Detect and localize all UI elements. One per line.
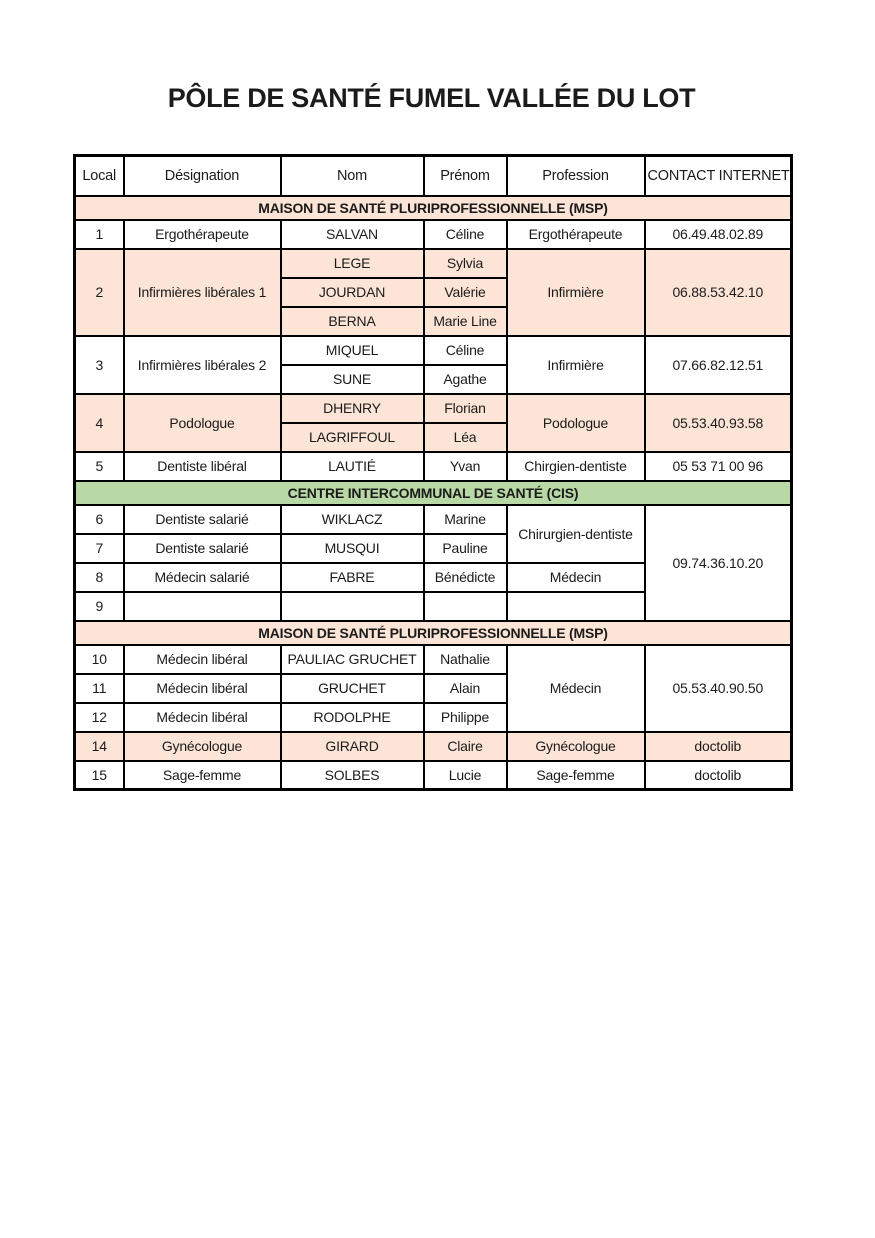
cell-nom: SUNE <box>281 365 424 394</box>
cell-prenom: Pauline <box>424 534 507 563</box>
column-header-designation: Désignation <box>124 156 281 196</box>
cell-local: 14 <box>75 732 124 761</box>
table-row <box>75 249 792 278</box>
section-header-label: CENTRE INTERCOMMUNAL DE SANTÉ (CIS) <box>75 481 792 505</box>
table-row <box>75 505 792 534</box>
section-header-row <box>75 621 792 645</box>
table-row <box>75 761 792 790</box>
cell-profession: Chirurgien-dentiste <box>507 505 645 563</box>
cell-local: 7 <box>75 534 124 563</box>
cell-nom: GRUCHET <box>281 674 424 703</box>
cell-contact: 07.66.82.12.51 <box>645 336 792 394</box>
cell-local: 6 <box>75 505 124 534</box>
cell-nom: LAGRIFFOUL <box>281 423 424 452</box>
directory-table <box>73 154 793 791</box>
header-row <box>75 156 792 196</box>
cell-contact: 06.88.53.42.10 <box>645 249 792 336</box>
cell-prenom <box>424 592 507 621</box>
cell-prenom: Sylvia <box>424 249 507 278</box>
directory-table-header <box>75 156 792 196</box>
cell-profession: Infirmière <box>507 336 645 394</box>
cell-nom: BERNA <box>281 307 424 336</box>
column-header-contact-internet: CONTACT INTERNET <box>645 156 792 196</box>
cell-designation: Sage-femme <box>124 761 281 790</box>
cell-designation: Podologue <box>124 394 281 452</box>
section-header-row <box>75 196 792 220</box>
cell-contact: 05.53.40.93.58 <box>645 394 792 452</box>
cell-prenom: Yvan <box>424 452 507 481</box>
cell-profession: Médecin <box>507 645 645 732</box>
cell-profession: Infirmière <box>507 249 645 336</box>
cell-designation: Dentiste salarié <box>124 534 281 563</box>
cell-designation: Médecin libéral <box>124 674 281 703</box>
cell-profession: Chirgien-dentiste <box>507 452 645 481</box>
column-header-prenom: Prénom <box>424 156 507 196</box>
table-row <box>75 336 792 365</box>
section-header-label: MAISON DE SANTÉ PLURIPROFESSIONNELLE (MSP) <box>75 196 792 220</box>
cell-designation: Médecin salarié <box>124 563 281 592</box>
cell-designation: Infirmières libérales 1 <box>124 249 281 336</box>
cell-nom: JOURDAN <box>281 278 424 307</box>
cell-nom: RODOLPHE <box>281 703 424 732</box>
directory-table-body <box>75 196 792 790</box>
cell-designation <box>124 592 281 621</box>
cell-designation: Médecin libéral <box>124 645 281 674</box>
cell-prenom: Céline <box>424 220 507 249</box>
cell-prenom: Claire <box>424 732 507 761</box>
section-header-label: MAISON DE SANTÉ PLURIPROFESSIONNELLE (MSP) <box>75 621 792 645</box>
cell-designation: Médecin libéral <box>124 703 281 732</box>
column-header-nom: Nom <box>281 156 424 196</box>
cell-prenom: Valérie <box>424 278 507 307</box>
cell-profession: Ergothérapeute <box>507 220 645 249</box>
cell-prenom: Bénédicte <box>424 563 507 592</box>
cell-local: 8 <box>75 563 124 592</box>
cell-contact: 09.74.36.10.20 <box>645 505 792 621</box>
cell-local: 5 <box>75 452 124 481</box>
cell-contact: 05.53.40.90.50 <box>645 645 792 732</box>
cell-profession: Podologue <box>507 394 645 452</box>
cell-local: 1 <box>75 220 124 249</box>
cell-local: 15 <box>75 761 124 790</box>
cell-profession: Sage-femme <box>507 761 645 790</box>
cell-nom: GIRARD <box>281 732 424 761</box>
column-header-profession: Profession <box>507 156 645 196</box>
cell-nom: LEGE <box>281 249 424 278</box>
cell-designation: Dentiste salarié <box>124 505 281 534</box>
cell-prenom: Alain <box>424 674 507 703</box>
cell-profession: Médecin <box>507 563 645 592</box>
cell-nom: MIQUEL <box>281 336 424 365</box>
cell-nom: SOLBES <box>281 761 424 790</box>
cell-local: 3 <box>75 336 124 394</box>
table-row <box>75 452 792 481</box>
cell-contact: doctolib <box>645 732 792 761</box>
cell-nom: WIKLACZ <box>281 505 424 534</box>
cell-local: 2 <box>75 249 124 336</box>
cell-designation: Dentiste libéral <box>124 452 281 481</box>
cell-prenom: Agathe <box>424 365 507 394</box>
cell-nom: FABRE <box>281 563 424 592</box>
cell-local: 12 <box>75 703 124 732</box>
cell-nom: LAUTIÉ <box>281 452 424 481</box>
page-title: PÔLE DE SANTÉ FUMEL VALLÉE DU LOT <box>167 83 696 113</box>
table-row <box>75 394 792 423</box>
cell-contact: 05 53 71 00 96 <box>645 452 792 481</box>
cell-contact: doctolib <box>645 761 792 790</box>
table-row <box>75 220 792 249</box>
cell-prenom: Philippe <box>424 703 507 732</box>
cell-prenom: Nathalie <box>424 645 507 674</box>
cell-prenom: Céline <box>424 336 507 365</box>
cell-nom: SALVAN <box>281 220 424 249</box>
cell-local: 4 <box>75 394 124 452</box>
cell-nom: MUSQUI <box>281 534 424 563</box>
cell-local: 10 <box>75 645 124 674</box>
cell-prenom: Lucie <box>424 761 507 790</box>
cell-designation: Ergothérapeute <box>124 220 281 249</box>
cell-contact: 06.49.48.02.89 <box>645 220 792 249</box>
cell-profession: Gynécologue <box>507 732 645 761</box>
cell-nom: DHENRY <box>281 394 424 423</box>
column-header-local: Local <box>75 156 124 196</box>
cell-prenom: Marine <box>424 505 507 534</box>
cell-designation: Gynécologue <box>124 732 281 761</box>
cell-prenom: Marie Line <box>424 307 507 336</box>
cell-nom: PAULIAC GRUCHET <box>281 645 424 674</box>
cell-prenom: Léa <box>424 423 507 452</box>
section-header-row <box>75 481 792 505</box>
cell-local: 11 <box>75 674 124 703</box>
table-row <box>75 645 792 674</box>
cell-designation: Infirmières libérales 2 <box>124 336 281 394</box>
cell-profession <box>507 592 645 621</box>
cell-nom <box>281 592 424 621</box>
cell-local: 9 <box>75 592 124 621</box>
table-row <box>75 732 792 761</box>
cell-prenom: Florian <box>424 394 507 423</box>
